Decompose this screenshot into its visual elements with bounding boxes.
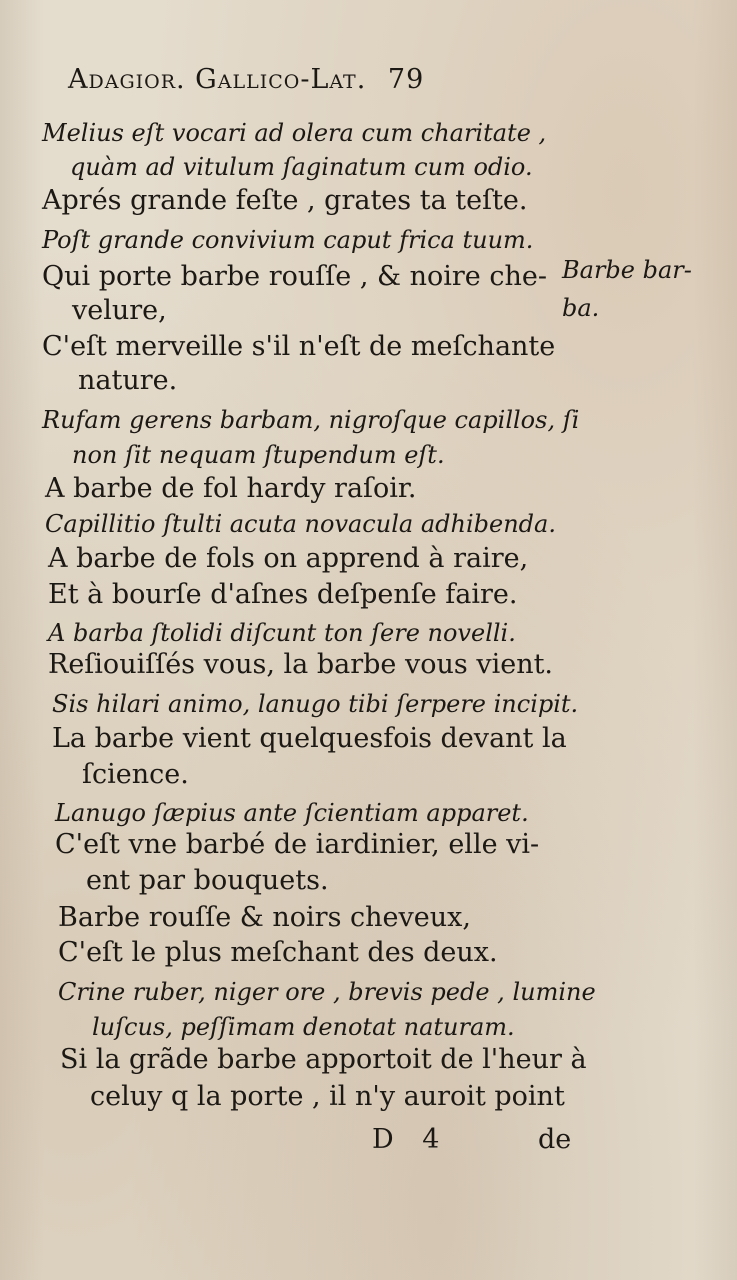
text-line: A barbe de fol hardy raſoir. [45, 473, 417, 504]
text-line: A barbe de fols on apprend à raire, [48, 543, 529, 574]
text-line: Poſt grande convivium caput frica tuum. [42, 226, 534, 254]
running-title: Adagior. Gallico-Lat. [68, 64, 367, 95]
text-line: Si la grãde barbe apportoit de l'heur à [60, 1044, 587, 1075]
text-line: Qui porte barbe rouſſe , & noire che- [42, 261, 547, 292]
text-line: Rufam gerens barbam, nigroſque capillos, ſi [42, 406, 580, 434]
text-line: Sis hilari animo, lanugo tibi ſerpere incipit. [52, 690, 579, 718]
text-line: celuy q la porte , il n'y auroit point [90, 1081, 565, 1112]
margin-note-line-2: ba. [562, 294, 600, 322]
margin-note-line-1: Barbe bar- [562, 256, 692, 284]
running-header [68, 64, 568, 95]
text-line: A barba ſtolidi diſcunt ton ſere novelli. [48, 619, 516, 647]
text-line: Capillitio ſtulti acuta novacula adhibenda. [45, 510, 556, 538]
text-line: luſcus, peſſimam denotat naturam. [92, 1013, 515, 1041]
text-line: nature. [78, 365, 178, 396]
text-line: C'eſt merveille s'il n'eſt de meſchante [42, 331, 556, 362]
text-line: Reſiouiſſés vous, la barbe vous vient. [48, 649, 554, 680]
text-line: ent par bouquets. [86, 865, 329, 896]
signature-mark: D 4 [372, 1124, 450, 1155]
text-line: ſcience. [82, 759, 189, 790]
text-line: Lanugo ſæpius ante ſcientiam apparet. [55, 799, 529, 827]
text-line: Barbe rouſſe & noirs cheveux, [58, 902, 471, 933]
text-line: non ſit nequam ſtupendum eſt. [72, 441, 445, 469]
text-line: Aprés grande feſte , grates ta teſte. [42, 185, 528, 216]
text-line: La barbe vient quelquesfois devant la [52, 723, 567, 754]
text-line: velure, [72, 295, 167, 326]
text-line: C'eſt le plus meſchant des deux. [58, 937, 498, 968]
text-line: Et à bourſe d'aſnes deſpenſe faire. [48, 579, 518, 610]
text-line: Crine ruber, niger ore , brevis pede , lumine [58, 978, 596, 1006]
text-line: Melius eſt vocari ad olera cum charitate , [42, 119, 547, 147]
text-line: C'eſt vne barbé de iardinier, elle vi- [55, 829, 540, 860]
catchword: de [538, 1124, 572, 1155]
text-line: quàm ad vitulum ſaginatum cum odio. [70, 153, 533, 181]
page-number: 79 [387, 64, 425, 95]
